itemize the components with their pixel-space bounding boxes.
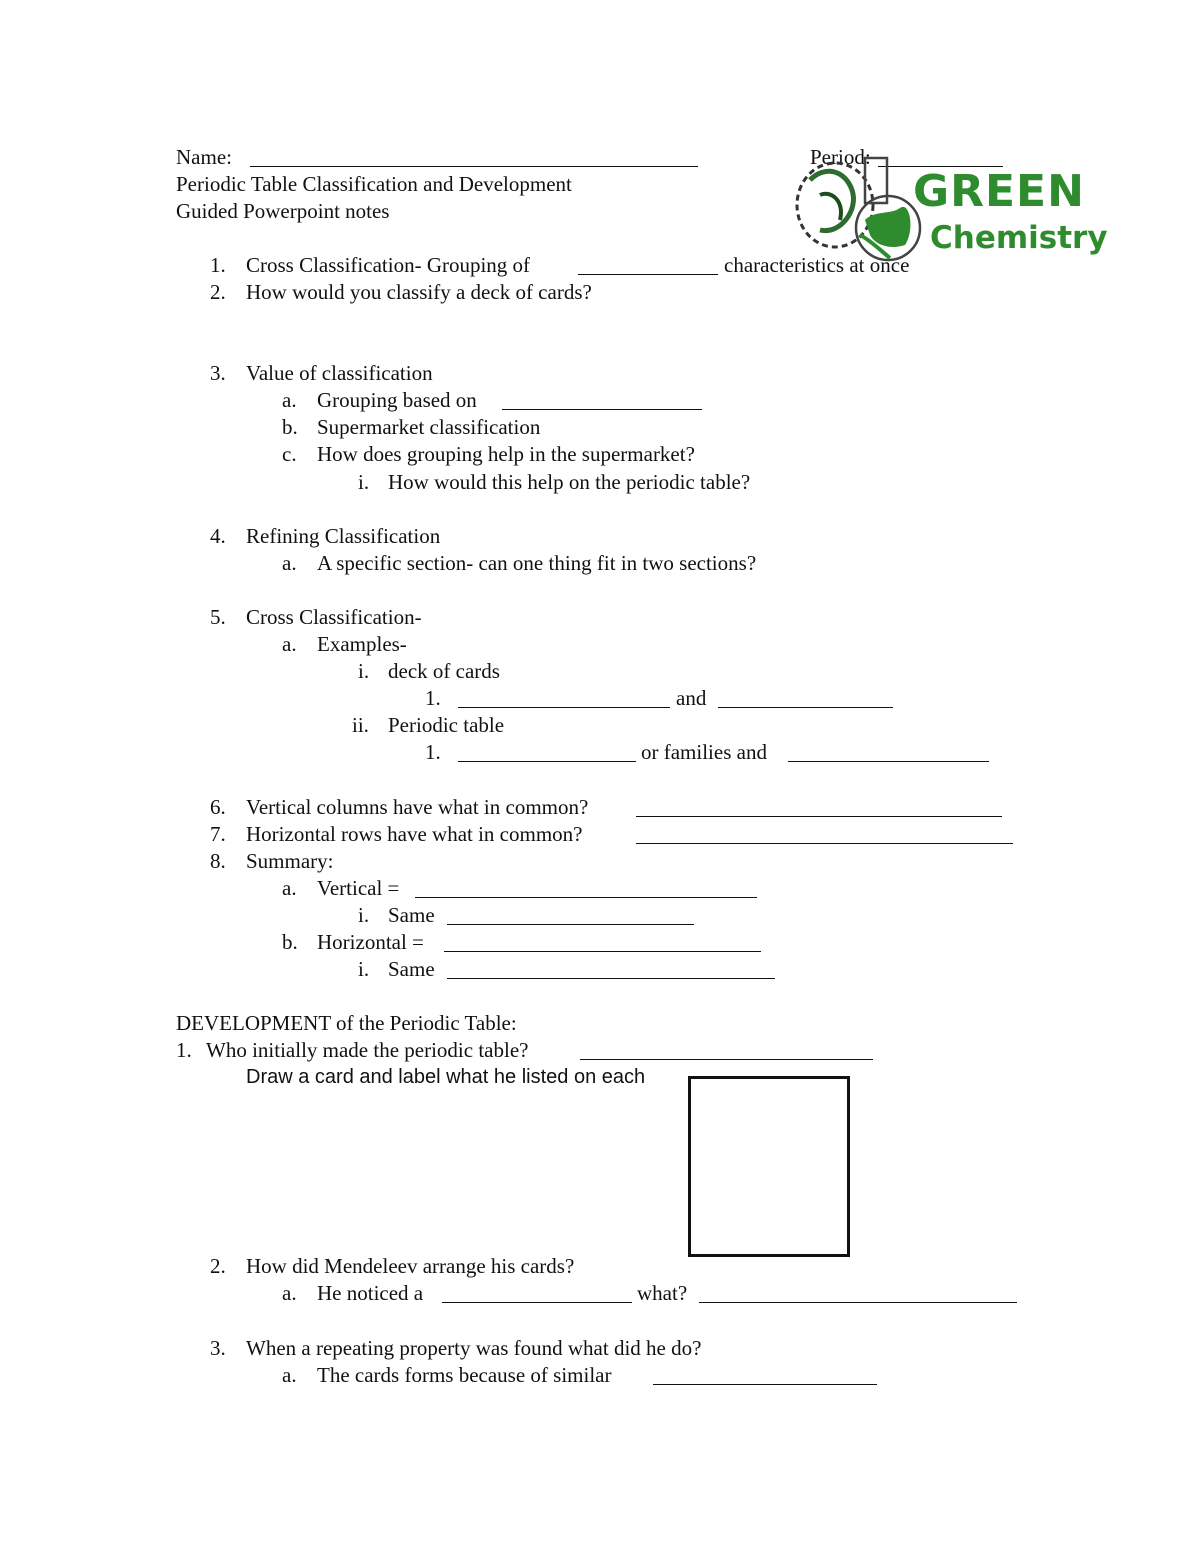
item-number: 1. [425, 686, 441, 710]
item-letter: a. [282, 632, 297, 656]
answer-blank[interactable] [699, 1302, 1017, 1303]
item-text: Cross Classification- Grouping of [246, 253, 531, 277]
answer-blank[interactable] [415, 897, 757, 898]
worksheet-title: Periodic Table Classification and Development [176, 172, 572, 196]
section-heading: DEVELOPMENT of the Periodic Table: [176, 1011, 517, 1035]
draw-instruction: Draw a card and label what he listed on each [246, 1066, 646, 1088]
item-text: or families and [641, 740, 767, 764]
item-text: and [676, 686, 707, 710]
item-letter: b. [282, 415, 298, 439]
item-number: 3. [210, 1336, 226, 1360]
answer-blank[interactable] [788, 761, 989, 762]
worksheet-subtitle: Guided Powerpoint notes [176, 199, 390, 223]
answer-blank[interactable] [653, 1384, 877, 1385]
item-roman: i. [358, 903, 370, 927]
answer-blank[interactable] [447, 978, 775, 979]
item-number: 5. [210, 605, 226, 629]
item-text: Refining Classification [246, 524, 441, 548]
item-text: How would this help on the periodic table? [388, 470, 751, 494]
logo-subtitle: Chemistry [930, 220, 1108, 256]
item-text: deck of cards [388, 659, 500, 683]
item-text: He noticed a [317, 1281, 424, 1305]
item-text: Value of classification [246, 361, 433, 385]
item-number: 3. [210, 361, 226, 385]
item-letter: a. [282, 388, 297, 412]
item-number: 8. [210, 849, 226, 873]
item-text: Cross Classification- [246, 605, 422, 629]
item-number: 6. [210, 795, 226, 819]
answer-blank[interactable] [502, 409, 702, 410]
item-text: characteristics at once [724, 253, 910, 277]
item-number: 2. [210, 1254, 226, 1278]
answer-blank[interactable] [636, 816, 1002, 817]
item-roman: i. [358, 957, 370, 981]
logo-title: GREEN [913, 166, 1085, 217]
item-number: 1. [176, 1038, 192, 1062]
item-text: Supermarket classification [317, 415, 541, 439]
answer-blank[interactable] [718, 707, 893, 708]
answer-blank[interactable] [447, 924, 694, 925]
drawing-box[interactable] [688, 1076, 850, 1257]
item-number: 1. [210, 253, 226, 277]
item-number: 4. [210, 524, 226, 548]
item-text: Who initially made the periodic table? [206, 1038, 529, 1062]
item-number: 2. [210, 280, 226, 304]
item-text: Vertical columns have what in common? [246, 795, 589, 819]
item-text: Horizontal rows have what in common? [246, 822, 583, 846]
item-number: 1. [425, 740, 441, 764]
item-letter: a. [282, 1281, 297, 1305]
item-letter: c. [282, 442, 297, 466]
item-letter: b. [282, 930, 298, 954]
item-text: what? [637, 1281, 688, 1305]
item-number: 7. [210, 822, 226, 846]
period-label: Period: [810, 145, 871, 169]
item-text: When a repeating property was found what did he do? [246, 1336, 702, 1360]
item-letter: a. [282, 876, 297, 900]
item-text: Summary: [246, 849, 334, 873]
item-text: Same [388, 903, 435, 927]
item-roman: i. [358, 659, 370, 683]
item-text: Examples- [317, 632, 407, 656]
answer-blank[interactable] [458, 707, 670, 708]
answer-blank[interactable] [636, 843, 1013, 844]
item-text: How did Mendeleev arrange his cards? [246, 1254, 575, 1278]
name-field[interactable] [250, 166, 698, 167]
item-text: Horizontal = [317, 930, 424, 954]
green-chemistry-logo [790, 150, 1135, 270]
answer-blank[interactable] [444, 951, 761, 952]
item-text: The cards forms because of similar [317, 1363, 612, 1387]
item-text: A specific section- can one thing fit in two sections? [317, 551, 757, 575]
answer-blank[interactable] [458, 761, 636, 762]
item-text: Grouping based on [317, 388, 477, 412]
item-roman: i. [358, 470, 370, 494]
item-text: Vertical = [317, 876, 400, 900]
item-text: Periodic table [388, 713, 505, 737]
answer-blank[interactable] [578, 274, 718, 275]
item-text: How would you classify a deck of cards? [246, 280, 592, 304]
item-text: How does grouping help in the supermarket? [317, 442, 695, 466]
item-text: Same [388, 957, 435, 981]
item-letter: a. [282, 1363, 297, 1387]
answer-blank[interactable] [580, 1059, 873, 1060]
item-roman: ii. [352, 713, 369, 737]
answer-blank[interactable] [442, 1302, 632, 1303]
name-label: Name: [176, 145, 232, 169]
item-letter: a. [282, 551, 297, 575]
